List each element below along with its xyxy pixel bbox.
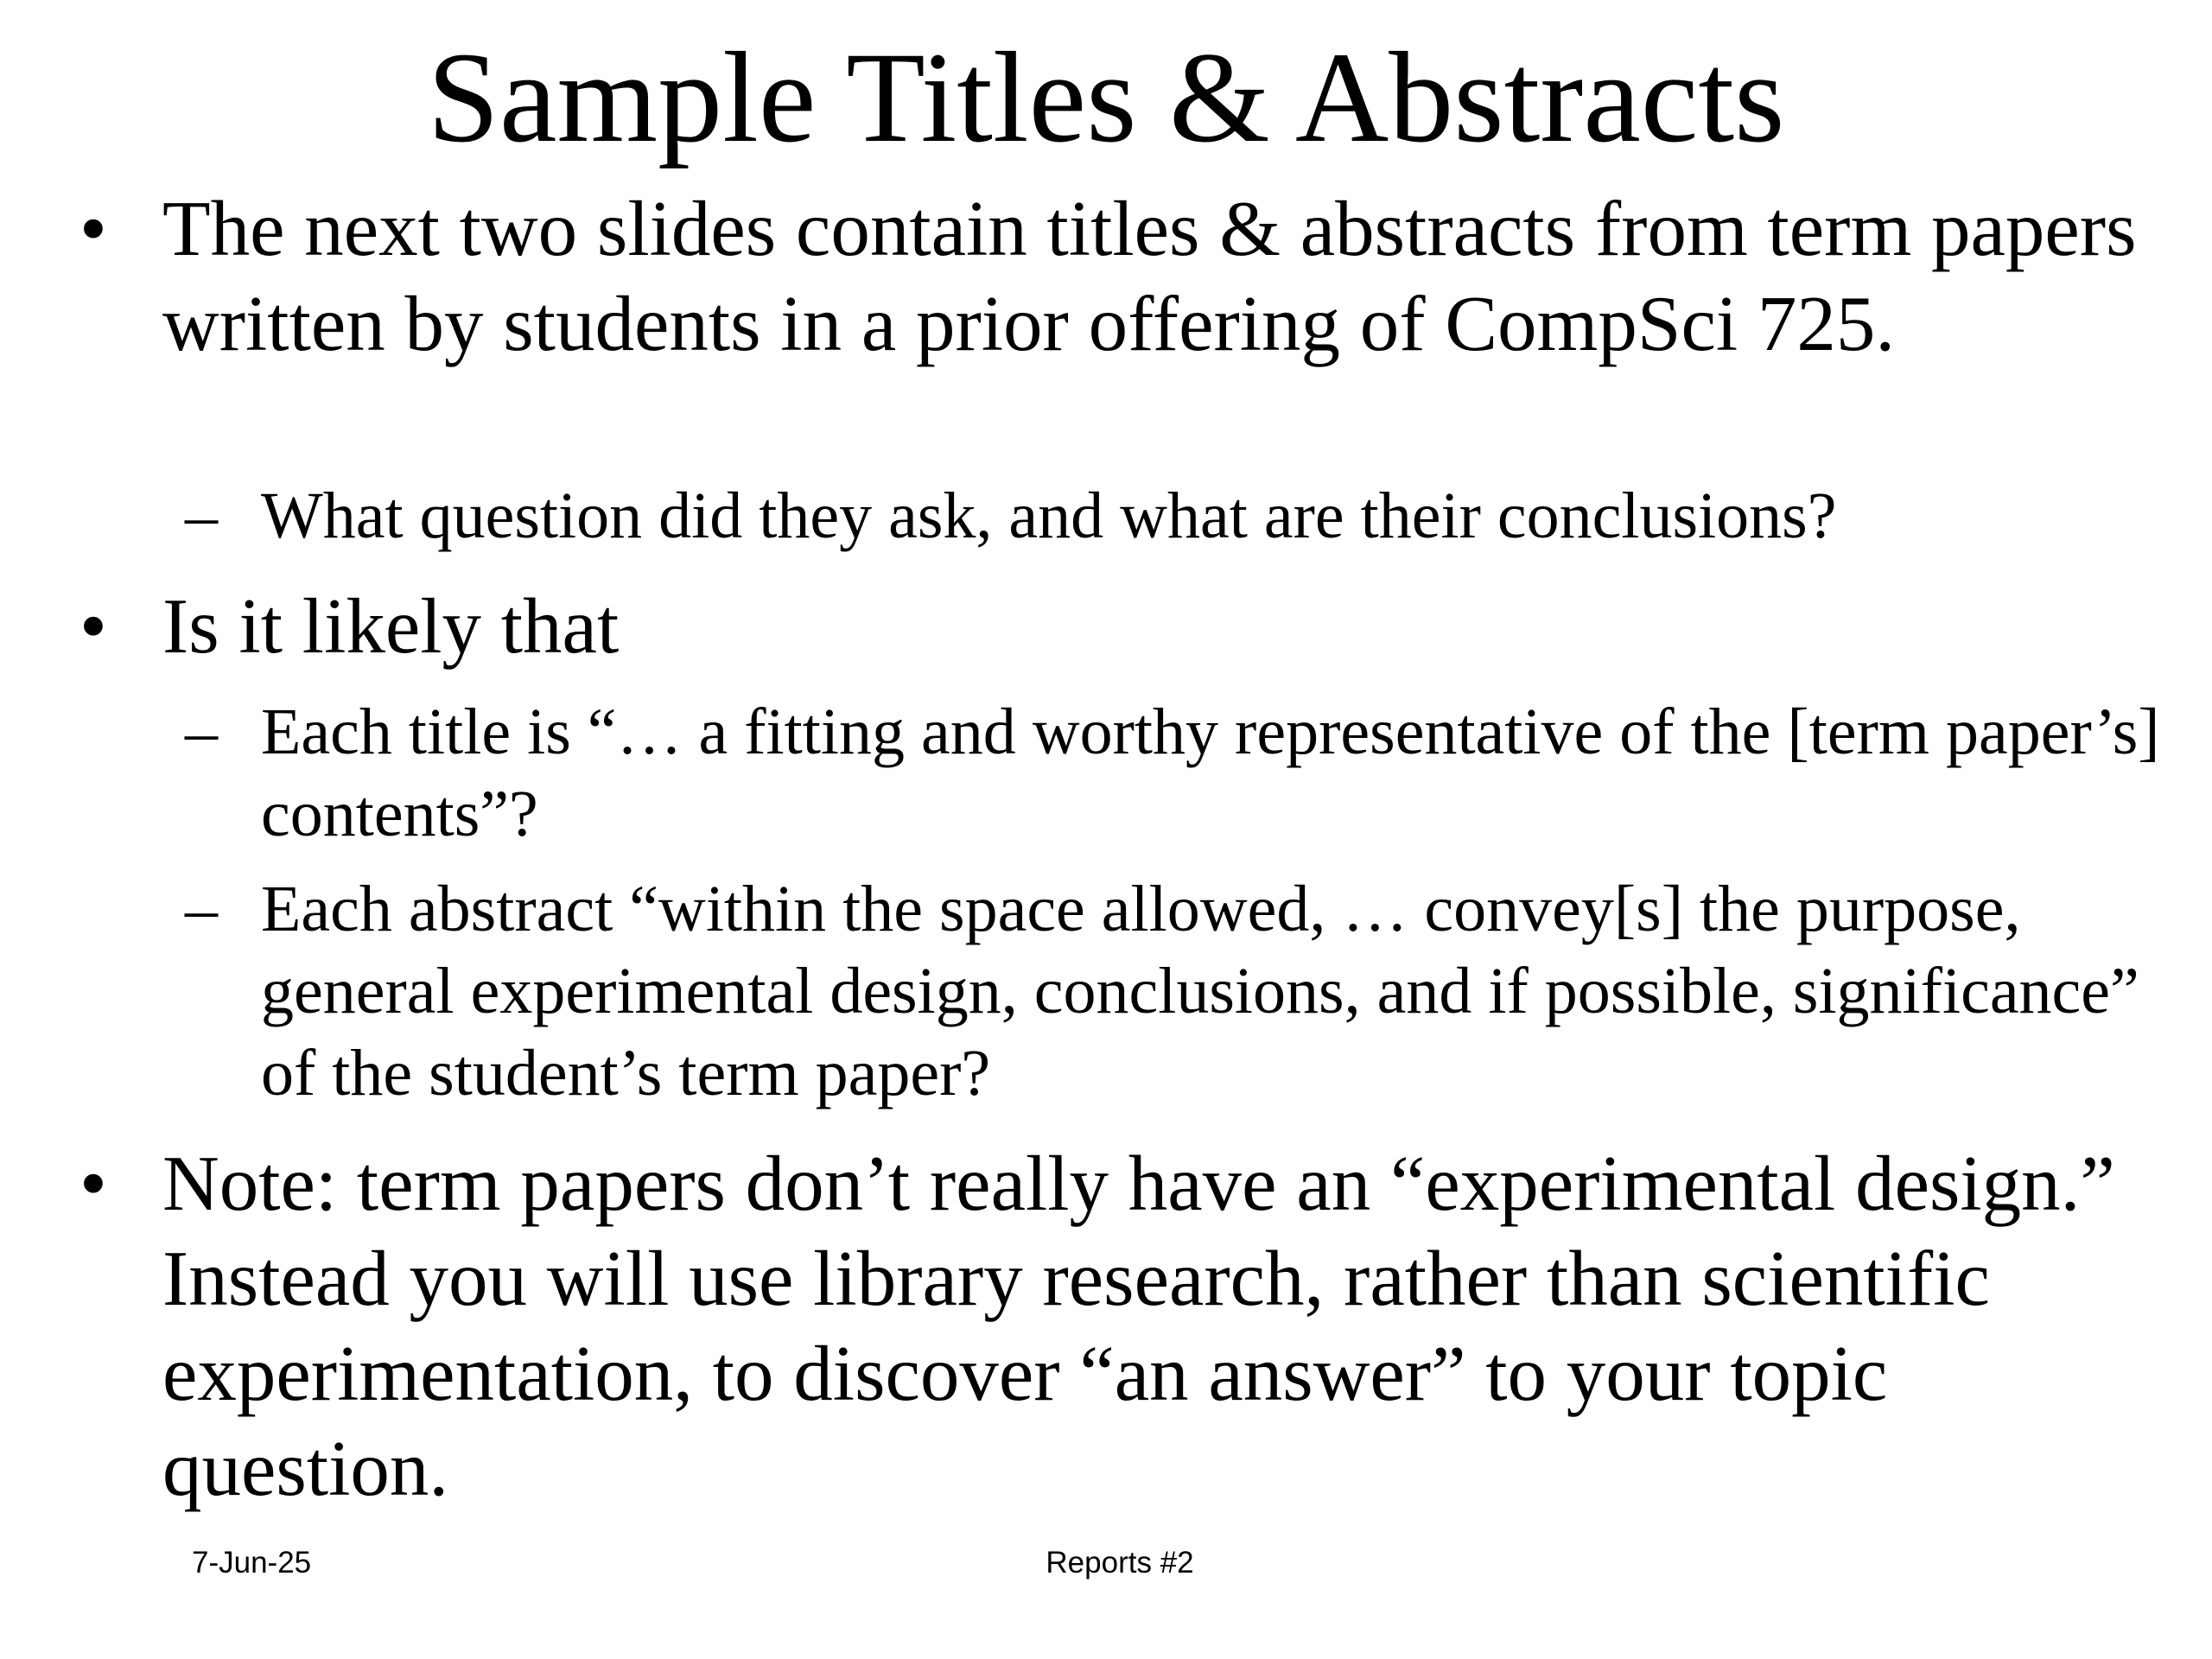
bullet-2-sub-2-text: Each abstract “within the space allowed, … convey[s] the purpose, general experimental design, conclusions, and if possible, significance” of the student’s term paper? — [261, 873, 2139, 1109]
bullet-2-text: Is it likely that — [162, 582, 620, 670]
bullet-3-text: Note: term papers don’t really have an “experimental design.” Instead you will use library research, rather than scientific experimentation, to discover “an answer” to your topic question. — [162, 1140, 2115, 1512]
sub-bullet-marker: – — [185, 873, 218, 945]
bullet-marker: • — [79, 582, 107, 670]
bullet-2-sub-1-text: Each title is “… a fitting and worthy representative of the [term paper’s] contents”? — [261, 696, 2160, 850]
bullet-1-text: The next two slides contain titles & abstracts from term papers written by students in a prior offering of CompSci 725. — [162, 185, 2137, 367]
sub-bullet-marker: – — [185, 480, 218, 552]
bullet-marker: • — [79, 1140, 107, 1227]
bullet-marker: • — [79, 185, 107, 272]
sub-bullet-marker: – — [185, 696, 218, 768]
slide-title: Sample Titles & Abstracts — [427, 26, 1785, 169]
bullet-1-sub-1-text: What question did they ask, and what are their conclusions? — [261, 480, 1837, 552]
footer-date: 7-Jun-25 — [192, 1546, 312, 1580]
footer-reference: Reports #2 — [1046, 1546, 1194, 1580]
